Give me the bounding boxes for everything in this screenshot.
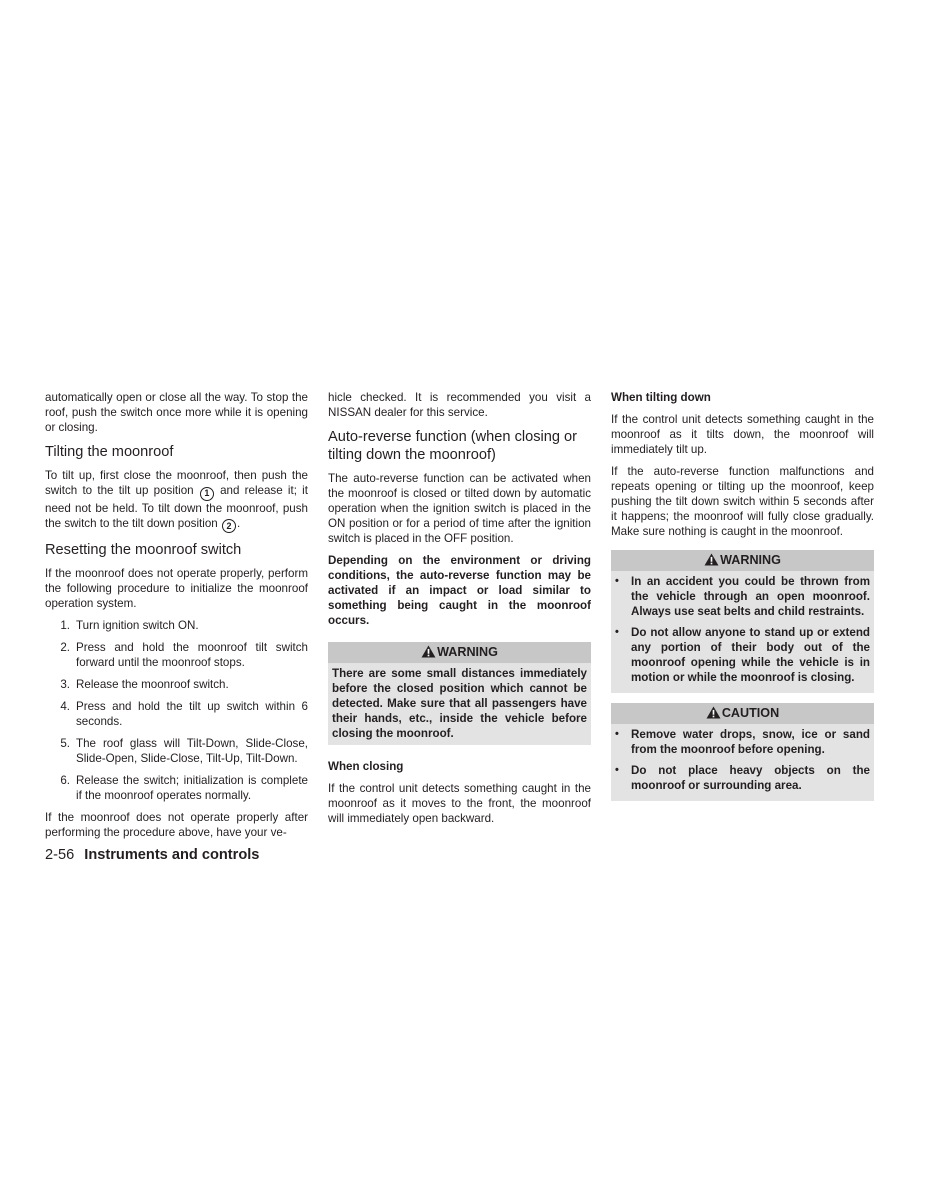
- column-left: [45, 390, 308, 847]
- list-item: 6. Release the switch; initialization is complete if the moonroof operates normally.: [60, 774, 308, 802]
- paragraph-tilting-down: If the control unit detects something caught in the moonroof as it tilts down, the moonroof will immediately tilt up.: [611, 413, 874, 456]
- list-item: • Remove water drops, snow, ice or sand from the moonroof before opening.: [615, 728, 870, 756]
- paragraph-auto-reverse: The auto-reverse function can be activated when the moonroof is closed or tilted down by automatic operation when the ignition switch is placed in the ON position or for a period of time after the ignition switch is placed in the OFF position.: [328, 472, 591, 545]
- list-item: 3. Release the moonroof switch.: [60, 678, 229, 691]
- list-item: • Do not allow anyone to stand up or extend any portion of their body out of the moonroof opening while the vehicle is in motion or while the moonroof is closing.: [615, 626, 870, 684]
- column-middle: [328, 390, 591, 833]
- heading-reset: Resetting the moonroof switch: [45, 542, 242, 558]
- warning-triangle-icon: [421, 645, 436, 658]
- paragraph-auto-reverse-note: Depending on the environment or driving conditions, the auto-reverse function may be activated if an impact or load similar to something being caught in the moonroof occurs.: [328, 554, 591, 627]
- caution-box: [611, 703, 874, 801]
- steps-list: [45, 618, 308, 803]
- warning-text: There are some small distances immediately before the closed position which cannot be detected. Make sure that all passengers have their hands, etc., inside the vehicle before closing the moonroof.: [332, 667, 587, 740]
- list-item: 1. Turn ignition switch ON.: [60, 619, 199, 632]
- warning-list: [611, 574, 874, 693]
- paragraph-continued: hicle checked. It is recommended you visit a NISSAN dealer for this service.: [328, 391, 591, 419]
- bullet-icon: •: [615, 626, 619, 638]
- warning-header: WARNING: [611, 550, 874, 571]
- heading-tilting: Tilting the moonroof: [45, 444, 174, 460]
- paragraph-intro: automatically open or close all the way. To stop the roof, push the switch once more while it is opening or closing.: [45, 391, 308, 434]
- caution-header: CAUTION: [611, 703, 874, 724]
- warning-box: [611, 550, 874, 693]
- bullet-icon: •: [615, 575, 619, 587]
- bullet-icon: •: [615, 764, 619, 776]
- list-item: 4. Press and hold the tilt up switch within 6 seconds.: [60, 700, 308, 728]
- heading-when-closing: When closing: [328, 760, 404, 773]
- paragraph-malfunction: If the auto-reverse function malfunctions and repeats opening or tilting up the moonroof, keep pushing the tilt down switch within 5 seconds after it happens; the moonroof will fully close gradually. Make sure nothing is caught in the moonroof.: [611, 465, 874, 538]
- list-item: • Do not place heavy objects on the moonroof or surrounding area.: [615, 764, 870, 792]
- warning-triangle-icon: [704, 553, 719, 566]
- warning-triangle-icon: [706, 706, 721, 719]
- list-item: 2. Press and hold the moonroof tilt switch forward until the moonroof stops.: [60, 641, 308, 669]
- page-number: 2-56: [45, 847, 75, 863]
- page-footer: [45, 846, 259, 864]
- list-item: 5. The roof glass will Tilt-Down, Slide-Close, Slide-Open, Slide-Close, Tilt-Up, Tilt-Down.: [60, 737, 308, 765]
- heading-when-tilting-down: When tilting down: [611, 391, 711, 404]
- caution-list: [611, 727, 874, 801]
- warning-box: [328, 642, 591, 745]
- column-right: [611, 390, 874, 811]
- paragraph-tilting: To tilt up, first close the moonroof, then push the switch to the tilt up position 1 and release it; it need not be held. To tilt down the moonroof, push the switch to the tilt down position 2 .: [45, 468, 308, 533]
- paragraph-last: If the moonroof does not operate properly after performing the procedure above, have your ve-: [45, 811, 308, 839]
- list-item: • In an accident you could be thrown from the vehicle through an open moonroof. Always use seat belts and child restraints.: [615, 575, 870, 618]
- callout-1-icon: 1: [200, 487, 214, 501]
- callout-2-icon: 2: [222, 519, 236, 533]
- heading-auto-reverse: Auto-reverse function (when closing or tilting down the moonroof): [328, 429, 578, 463]
- paragraph-when-closing: If the control unit detects something caught in the moonroof as it moves to the front, the moonroof will immediately open backward.: [328, 782, 591, 825]
- warning-header: WARNING: [328, 642, 591, 663]
- section-title: Instruments and controls: [84, 847, 260, 863]
- bullet-icon: •: [615, 728, 619, 740]
- paragraph-reset-intro: If the moonroof does not operate properly, perform the following procedure to initialize the moonroof operation system.: [45, 567, 308, 610]
